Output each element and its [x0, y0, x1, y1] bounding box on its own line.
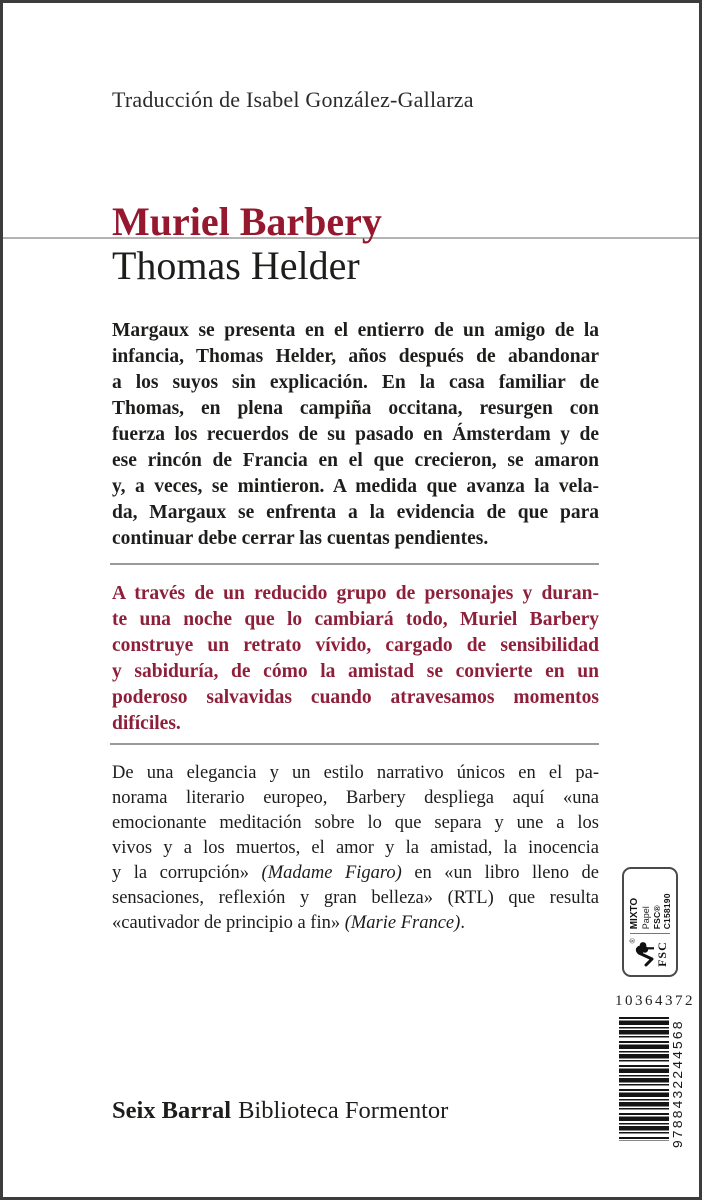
divider-line: [110, 743, 599, 745]
text-line: [112, 761, 599, 786]
fsc-logo: [629, 938, 669, 970]
text-line: [112, 786, 599, 811]
text-line: [112, 685, 599, 711]
book-title: Thomas Helder: [112, 243, 360, 288]
text-line: [112, 659, 599, 685]
text-line: [112, 836, 599, 861]
author-name: Muriel Barbery: [112, 199, 382, 244]
text-segment: te una noche que lo cambiará todo, Muriel Barbery: [112, 609, 599, 630]
publisher-name: Seix Barral: [112, 1097, 232, 1124]
text-segment: sensaciones, reflexión y gran belleza» (RTL) que resulta: [112, 888, 599, 908]
text-segment: fuerza los recuerdos de su pasado en Ámsterdam y de: [112, 424, 599, 445]
fsc-license-code: FSC® C158190: [651, 893, 672, 930]
barcode: [619, 1017, 669, 1141]
text-line: [112, 633, 599, 659]
text-segment: en «un libro lleno de: [401, 863, 599, 883]
fsc-certification-label: [621, 866, 679, 978]
text-segment: emocionante meditación sobre lo que separa y une a los: [112, 813, 599, 833]
synopsis-paragraph: [112, 318, 599, 552]
blurb-paragraph: [112, 581, 599, 737]
product-code: 10364372: [615, 993, 695, 1009]
fsc-tree-check-icon: [633, 941, 657, 967]
translator-credit: Traducción de Isabel González-Gallarza: [112, 87, 474, 112]
divider-line: [110, 563, 599, 565]
italic-text-segment: (Marie France): [344, 913, 461, 933]
text-segment: Thomas, en plena campiña occitana, resurgen con: [112, 398, 599, 419]
text-line: [112, 448, 599, 474]
text-line: [112, 811, 599, 836]
text-segment: construye un retrato vívido, cargado de sensibilidad: [112, 635, 599, 656]
text-segment: da, Margaux se enfrenta a la evidencia de que para: [112, 502, 599, 523]
fsc-papel-label: Papel: [640, 906, 651, 930]
text-line: [112, 911, 599, 936]
text-line: [112, 861, 599, 886]
text-segment: norama literario europeo, Barbery despliega aquí «una: [112, 788, 599, 808]
fsc-label-separator: [630, 933, 670, 934]
text-line: [112, 711, 599, 737]
text-segment: .: [460, 913, 465, 933]
text-segment: ese rincón de Francia en el que crecieron, se amaron: [112, 450, 599, 471]
text-line: [112, 581, 599, 607]
text-segment: y la corrupción»: [112, 863, 262, 883]
registered-mark: ®: [629, 938, 637, 944]
italic-text-segment: (Madame Figaro): [261, 863, 402, 883]
text-segment: vivos y a los muertos, el amor y la amistad, la inocencia: [112, 838, 599, 858]
fsc-mixto-label: MIXTO: [628, 897, 640, 930]
text-segment: y sabiduría, de cómo la amistad se convierte en un: [112, 661, 599, 682]
text-line: [112, 396, 599, 422]
text-segment: y, a veces, se mintieron. A medida que avanza la vela-: [112, 476, 599, 497]
text-line: [112, 526, 599, 552]
text-line: [112, 886, 599, 911]
text-segment: a los suyos sin explicación. En la casa familiar de: [112, 372, 599, 393]
text-segment: continuar debe cerrar las cuentas pendientes.: [112, 528, 489, 549]
text-line: [112, 318, 599, 344]
text-segment: infancia, Thomas Helder, años después de abandonar: [112, 346, 599, 367]
text-segment: De una elegancia y un estilo narrativo únicos en el pa-: [112, 763, 599, 783]
text-segment: «cautivador de principio a fin»: [112, 913, 345, 933]
text-line: [112, 344, 599, 370]
text-line: [112, 500, 599, 526]
fsc-wordmark: FSC: [654, 941, 669, 967]
text-segment: A través de un reducido grupo de personajes y duran-: [112, 583, 599, 604]
publisher-imprint: [112, 1097, 448, 1125]
press-quotes-paragraph: [112, 761, 599, 936]
fsc-label-text: [629, 874, 672, 929]
fsc-label-inner: [622, 867, 678, 977]
text-segment: poderoso salvavidas cuando atravesamos momentos: [112, 687, 599, 708]
text-segment: Margaux se presenta en el entierro de un amigo de la: [112, 320, 599, 341]
collection-name: Biblioteca Formentor: [238, 1097, 449, 1124]
isbn-ean-number: 9788432244568: [671, 1019, 687, 1149]
text-line: [112, 607, 599, 633]
text-segment: difíciles.: [112, 713, 181, 734]
text-line: [112, 474, 599, 500]
text-line: [112, 422, 599, 448]
text-line: [112, 370, 599, 396]
